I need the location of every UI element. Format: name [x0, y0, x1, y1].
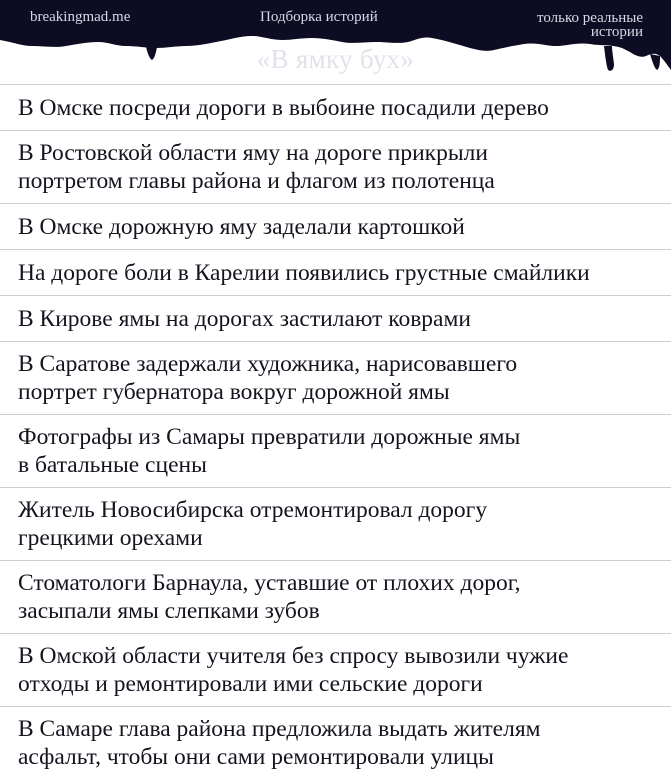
story-text-line: портретом главы района и флагом из полотенца: [18, 168, 495, 194]
tagline: [537, 11, 643, 39]
story-item[interactable]: [0, 487, 671, 560]
story-text-line: В Кирове ямы на дорогах застилают коврами: [18, 305, 471, 332]
story-item[interactable]: [0, 633, 671, 706]
site-name[interactable]: breakingmad.me: [30, 9, 131, 25]
story-item[interactable]: [0, 560, 671, 633]
header-banner: [0, 0, 671, 84]
story-item[interactable]: [0, 203, 671, 249]
tagline-line-2: истории: [590, 24, 643, 40]
story-item[interactable]: [0, 84, 671, 130]
story-item[interactable]: [0, 295, 671, 341]
story-item[interactable]: [0, 341, 671, 414]
story-text-line: Стоматологи Барнаула, уставшие от плохих дорог,: [18, 570, 521, 596]
story-text-line: На дороге боли в Карелии появились грустные смайлики: [18, 259, 590, 286]
collection-title: «В ямку бух»: [256, 44, 415, 74]
story-text-line: В Ростовской области яму на дороге прикрыли: [18, 140, 488, 166]
story-item[interactable]: [0, 130, 671, 203]
story-item[interactable]: [0, 414, 671, 487]
story-text-line: в батальные сцены: [18, 452, 207, 478]
section-title: Подборка историй: [260, 9, 378, 25]
story-text-line: отходы и ремонтировали ими сельские дороги: [18, 671, 483, 697]
story-text-line: портрет губернатора вокруг дорожной ямы: [18, 379, 450, 405]
tagline-line-1: только реальные: [537, 10, 643, 26]
story-text-line: В Омской области учителя без спросу вывозили чужие: [18, 643, 569, 669]
story-text-line: Житель Новосибирска отремонтировал дорогу: [18, 497, 488, 523]
story-text-line: В Омске посреди дороги в выбоине посадили дерево: [18, 94, 549, 121]
story-text-line: грецкими орехами: [18, 525, 203, 551]
story-item[interactable]: [0, 706, 671, 779]
story-list: [0, 84, 671, 779]
story-text-line: Фотографы из Самары превратили дорожные ямы: [18, 424, 521, 450]
story-text-line: В Саратове задержали художника, нарисовавшего: [18, 351, 518, 377]
story-item[interactable]: [0, 249, 671, 295]
story-text-line: асфальт, чтобы они сами ремонтировали улицы: [18, 744, 494, 770]
story-text-line: засыпали ямы слепками зубов: [18, 598, 320, 624]
story-text-line: В Самаре глава района предложила выдать жителям: [18, 716, 541, 742]
story-text-line: В Омске дорожную яму заделали картошкой: [18, 213, 465, 240]
